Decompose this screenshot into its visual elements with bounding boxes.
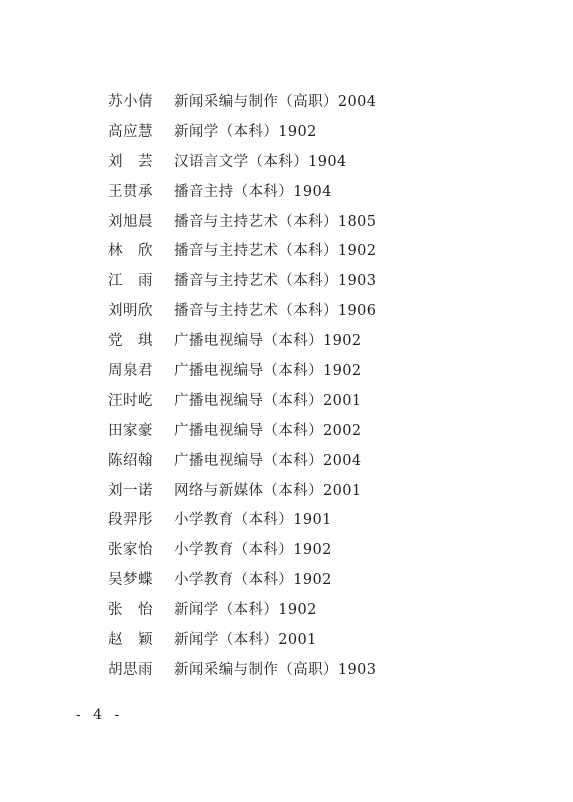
student-name: 段羿彤 xyxy=(108,512,153,529)
list-item xyxy=(108,237,376,267)
list-item xyxy=(108,477,376,507)
student-major: 播音与主持艺术（本科）1906 xyxy=(174,303,377,320)
student-name: 刘旭晨 xyxy=(108,213,153,230)
student-name: 苏小倩 xyxy=(108,94,153,110)
list-item xyxy=(108,327,376,357)
student-name: 王贯承 xyxy=(108,183,153,200)
student-major: 新闻采编与制作（高职）1903 xyxy=(174,661,377,678)
student-major: 广播电视编导（本科）1902 xyxy=(174,333,362,350)
student-major: 播音与主持艺术（本科）1903 xyxy=(174,273,377,290)
list-item xyxy=(108,148,376,178)
list-item xyxy=(108,656,376,686)
list-item xyxy=(108,118,376,148)
list-item xyxy=(108,387,376,417)
student-name: 张家怡 xyxy=(108,542,153,559)
student-major: 新闻采编与制作（高职）2004 xyxy=(174,94,377,110)
student-major: 播音与主持艺术（本科）1902 xyxy=(174,243,377,260)
student-major: 广播电视编导（本科）2002 xyxy=(174,422,362,439)
list-item xyxy=(108,506,376,536)
student-major: 小学教育（本科）1901 xyxy=(174,512,332,529)
student-name: 刘 芸 xyxy=(108,153,153,170)
student-major: 播音主持（本科）1904 xyxy=(174,183,332,200)
student-name: 江 雨 xyxy=(108,273,153,290)
student-name: 吴梦蝶 xyxy=(108,572,153,589)
student-major: 网络与新媒体（本科）2001 xyxy=(174,482,362,499)
student-list xyxy=(108,88,376,686)
student-major: 广播电视编导（本科）1902 xyxy=(174,363,362,380)
list-item xyxy=(108,596,376,626)
student-major: 广播电视编导（本科）2004 xyxy=(174,452,362,469)
student-name: 林 欣 xyxy=(108,243,153,260)
student-major: 新闻学（本科）2001 xyxy=(174,632,317,649)
list-item xyxy=(108,88,376,118)
student-name: 周泉君 xyxy=(108,363,153,380)
list-item xyxy=(108,566,376,596)
student-name: 赵 颖 xyxy=(108,632,153,649)
list-item xyxy=(108,447,376,477)
student-name: 陈绍翰 xyxy=(108,452,153,469)
list-item xyxy=(108,208,376,238)
list-item xyxy=(108,267,376,297)
student-name: 刘明欣 xyxy=(108,303,153,320)
student-name: 党 琪 xyxy=(108,333,153,350)
list-item xyxy=(108,417,376,447)
student-name: 汪时屹 xyxy=(108,392,153,409)
student-name: 刘一诺 xyxy=(108,482,153,499)
student-name: 田家豪 xyxy=(108,422,153,439)
student-major: 新闻学（本科）1902 xyxy=(174,602,317,619)
student-major: 小学教育（本科）1902 xyxy=(174,572,332,589)
student-major: 小学教育（本科）1902 xyxy=(174,542,332,559)
student-name: 张 怡 xyxy=(108,602,153,619)
student-major: 汉语言文学（本科）1904 xyxy=(174,153,347,170)
page-number: - 4 - xyxy=(76,707,124,723)
student-name: 高应慧 xyxy=(108,123,153,140)
list-item xyxy=(108,297,376,327)
student-name: 胡思雨 xyxy=(108,661,153,678)
list-item xyxy=(108,357,376,387)
list-item xyxy=(108,178,376,208)
student-major: 新闻学（本科）1902 xyxy=(174,123,317,140)
student-major: 播音与主持艺术（本科）1805 xyxy=(174,213,377,230)
list-item xyxy=(108,626,376,656)
student-major: 广播电视编导（本科）2001 xyxy=(174,392,362,409)
list-item xyxy=(108,536,376,566)
